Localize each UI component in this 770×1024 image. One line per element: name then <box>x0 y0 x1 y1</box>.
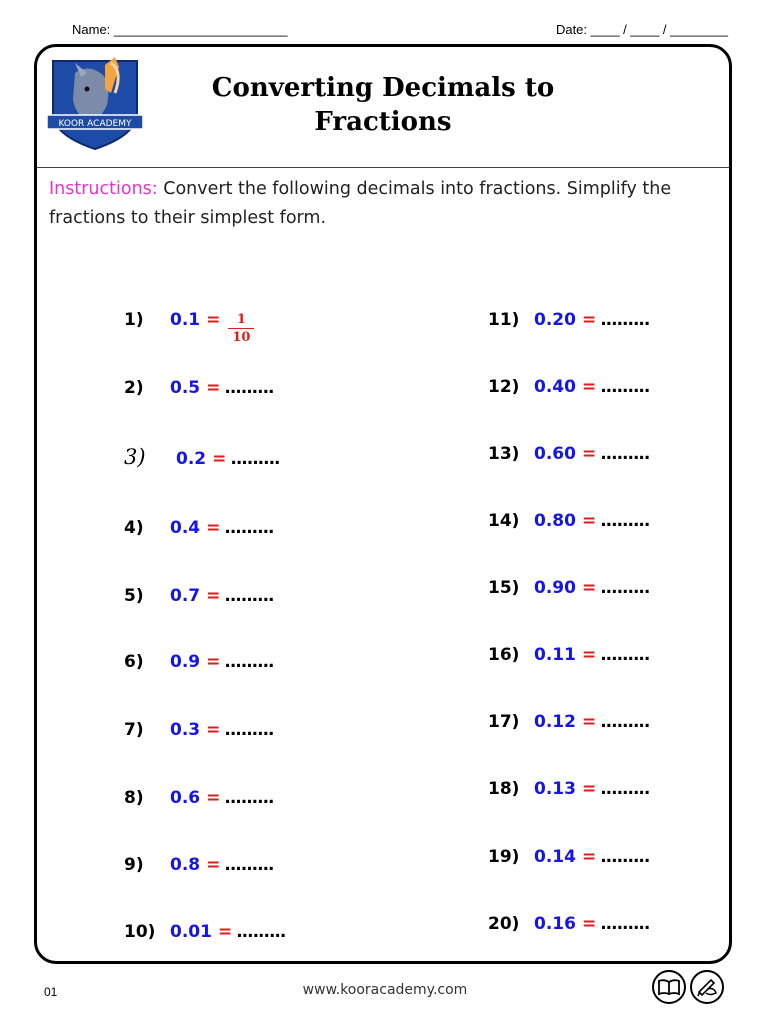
equals-sign: = <box>581 578 597 598</box>
equals-sign: = <box>581 444 597 464</box>
question-6 <box>124 652 274 672</box>
question-number: 14) <box>488 511 520 531</box>
question-decimal: 0.40 <box>534 377 576 397</box>
question-decimal: 0.01 <box>170 922 212 942</box>
question-9 <box>124 855 274 875</box>
question-number: 15) <box>488 578 520 598</box>
equals-sign: = <box>206 586 221 606</box>
question-15 <box>488 578 649 598</box>
answer-blank[interactable]: ......... <box>600 847 650 867</box>
question-number: 5) <box>124 586 144 606</box>
answer-blank[interactable]: ......... <box>224 720 274 740</box>
header-divider <box>37 167 729 168</box>
equals-sign: = <box>206 518 221 538</box>
answer-blank[interactable]: ......... <box>600 310 650 330</box>
question-number: 2) <box>124 378 144 398</box>
answer-blank[interactable]: ......... <box>224 378 274 398</box>
worksheet-frame <box>34 44 732 964</box>
question-decimal: 0.7 <box>170 586 201 606</box>
question-number: 13) <box>488 444 520 464</box>
answer-blank[interactable]: ......... <box>224 652 274 672</box>
footer-icons <box>652 970 724 1004</box>
equals-sign: = <box>581 712 597 732</box>
koor-academy-logo <box>45 53 145 153</box>
question-decimal: 0.12 <box>534 712 576 732</box>
question-decimal: 0.90 <box>534 578 576 598</box>
question-number: 20) <box>488 914 520 934</box>
question-16 <box>488 645 649 665</box>
answer-blank[interactable]: ......... <box>600 578 650 598</box>
question-number: 18) <box>488 779 520 799</box>
question-14 <box>488 511 649 531</box>
worksheet-title <box>187 71 579 139</box>
equals-sign: = <box>206 720 221 740</box>
footer-url[interactable]: www.kooracademy.com <box>302 982 468 998</box>
answer-blank[interactable]: ......... <box>600 712 650 732</box>
instructions-label: Instructions: <box>49 179 158 199</box>
question-decimal: 0.5 <box>170 378 201 398</box>
question-number: 4) <box>124 518 144 538</box>
question-13 <box>488 444 649 464</box>
fraction-denominator: 10 <box>232 330 251 345</box>
date-field-label: Date: ____ / ____ / ________ <box>555 22 728 37</box>
equals-sign: = <box>212 449 227 469</box>
answer-blank[interactable]: ......... <box>224 586 274 606</box>
question-number: 17) <box>488 712 520 732</box>
question-decimal: 0.4 <box>170 518 201 538</box>
equals-sign: = <box>217 922 233 942</box>
question-17 <box>488 712 649 732</box>
answer-blank[interactable]: ......... <box>600 511 650 531</box>
question-number: 1) <box>124 310 144 330</box>
answer-blank[interactable]: ......... <box>600 377 650 397</box>
question-12 <box>488 377 649 397</box>
question-decimal: 0.8 <box>170 855 201 875</box>
answer-blank[interactable]: ......... <box>224 518 274 538</box>
question-decimal: 0.16 <box>534 914 576 934</box>
question-number: 9) <box>124 855 144 875</box>
equals-sign: = <box>581 779 597 799</box>
question-decimal: 0.2 <box>176 449 207 469</box>
question-decimal: 0.9 <box>170 652 201 672</box>
instructions-text: Convert the following decimals into fractions. Simplify the fractions to their simplest form. <box>49 179 672 228</box>
question-number: 8) <box>124 788 144 808</box>
answer-blank[interactable]: ......... <box>600 645 650 665</box>
answer-blank[interactable]: ......... <box>224 788 274 808</box>
question-decimal: 0.14 <box>534 847 576 867</box>
equals-sign: = <box>206 378 221 398</box>
title-line-1: Converting Decimals to <box>211 73 555 103</box>
equals-sign: = <box>206 855 221 875</box>
question-7 <box>124 720 274 740</box>
question-decimal: 0.60 <box>534 444 576 464</box>
answer-blank[interactable]: ......... <box>600 444 650 464</box>
question-number: 3) <box>124 445 146 469</box>
question-3 <box>124 445 280 469</box>
question-1 <box>124 310 254 347</box>
question-number: 16) <box>488 645 520 665</box>
svg-text:KOOR ACADEMY: KOOR ACADEMY <box>58 119 132 129</box>
question-number: 19) <box>488 847 520 867</box>
question-decimal: 0.11 <box>534 645 576 665</box>
question-4 <box>124 518 274 538</box>
equals-sign: = <box>581 310 597 330</box>
question-decimal: 0.20 <box>534 310 576 330</box>
question-5 <box>124 586 274 606</box>
question-decimal: 0.80 <box>534 511 576 531</box>
equals-sign: = <box>581 377 597 397</box>
equals-sign: = <box>206 652 221 672</box>
question-decimal: 0.13 <box>534 779 576 799</box>
question-19 <box>488 847 649 867</box>
question-number: 12) <box>488 377 520 397</box>
fraction-numerator: 1 <box>236 312 246 327</box>
title-line-2: Fractions <box>314 107 452 137</box>
question-2 <box>124 378 274 398</box>
equals-sign: = <box>581 914 597 934</box>
answer-blank[interactable]: ......... <box>224 855 274 875</box>
fraction-bar <box>228 328 254 329</box>
question-number: 10) <box>124 922 156 942</box>
page-number: 01 <box>44 985 58 999</box>
equals-sign: = <box>581 645 597 665</box>
question-number: 6) <box>124 652 144 672</box>
example-fraction-answer <box>228 312 254 345</box>
question-8 <box>124 788 274 808</box>
writing-hand-icon <box>690 970 724 1004</box>
answer-blank[interactable]: ......... <box>600 779 650 799</box>
question-20 <box>488 914 649 934</box>
question-decimal: 0.6 <box>170 788 201 808</box>
answer-blank[interactable]: ......... <box>236 922 286 942</box>
question-decimal: 0.3 <box>170 720 201 740</box>
book-icon <box>652 970 686 1004</box>
question-10 <box>124 922 285 942</box>
answer-blank[interactable]: ......... <box>600 914 650 934</box>
name-field-label: Name: ________________________ <box>72 22 288 37</box>
instructions <box>49 175 713 233</box>
equals-sign: = <box>206 310 221 330</box>
question-18 <box>488 779 649 799</box>
equals-sign: = <box>581 511 597 531</box>
equals-sign: = <box>581 847 597 867</box>
question-number: 11) <box>488 310 520 330</box>
question-number: 7) <box>124 720 144 740</box>
answer-blank[interactable]: ......... <box>230 449 280 469</box>
question-11 <box>488 310 649 330</box>
question-decimal: 0.1 <box>170 310 201 330</box>
equals-sign: = <box>206 788 221 808</box>
